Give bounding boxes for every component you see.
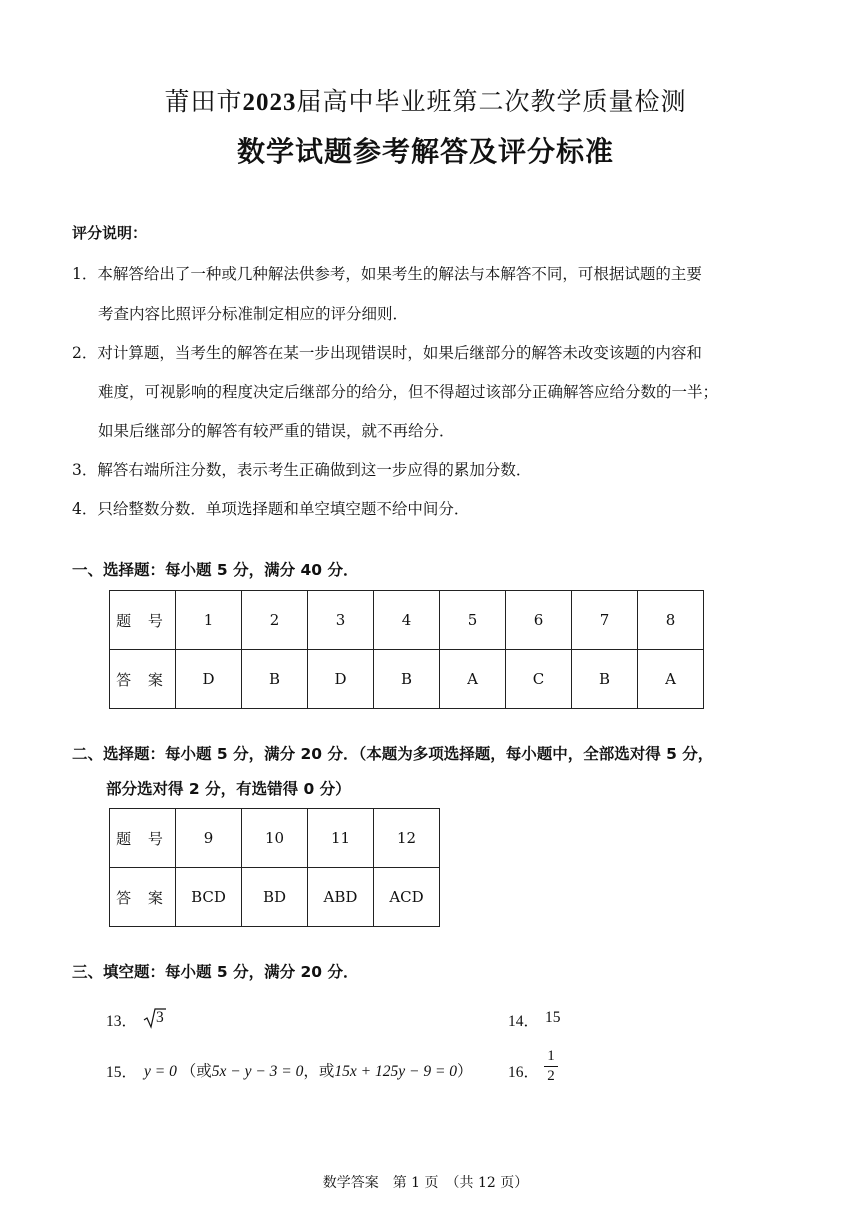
note-item-3: 3．解答右端所注分数，表示考生正确做到这一步应得的累加分数．: [72, 461, 532, 479]
section1-answer-table: [109, 590, 704, 709]
fraction-bar: [544, 1066, 558, 1067]
answer-cell: B: [572, 650, 638, 709]
q14-label: 14．: [508, 1013, 540, 1030]
table-header-cell: 题 号: [110, 809, 176, 868]
answer-cell: B: [242, 650, 308, 709]
note-item-1-cont: 考查内容比照评分标准制定相应的评分细则．: [98, 305, 409, 323]
question-number-cell: 4: [374, 591, 440, 650]
question-number-cell: 11: [308, 809, 374, 868]
answer-cell: B: [374, 650, 440, 709]
answer-cell: ACD: [374, 868, 440, 927]
note-item-2-cont: 难度，可视影响的程度决定后继部分的给分，但不得超过该部分正确解答应给分数的一半；: [98, 383, 719, 401]
q16-numerator: 1: [547, 1048, 555, 1064]
note-item-4: 4．只给整数分数．单项选择题和单空填空题不给中间分．: [72, 500, 470, 518]
q15-alt-close: ）: [457, 1063, 473, 1080]
answer-cell: A: [440, 650, 506, 709]
q14-answer: 15: [545, 1009, 561, 1026]
q16-label: 16．: [508, 1064, 540, 1081]
answer-cell: A: [638, 650, 704, 709]
table-row: [110, 650, 704, 709]
q15-alt-sep: ，或: [303, 1063, 335, 1080]
exam-title: [0, 82, 851, 118]
q16-denominator: 2: [547, 1068, 555, 1084]
question-number-cell: 12: [374, 809, 440, 868]
answer-cell: BCD: [176, 868, 242, 927]
section2-heading: 二、选择题：每小题 5 分，满分 20 分．（本题为多项选择题，每小题中，全部选对得 5 分，: [72, 745, 714, 763]
table-row: [110, 868, 440, 927]
q13-radicand: 3: [156, 1009, 164, 1026]
answer-cell: D: [176, 650, 242, 709]
question-number-cell: 3: [308, 591, 374, 650]
question-number-cell: 5: [440, 591, 506, 650]
q15-alt-open: （或: [180, 1063, 212, 1080]
note-item-2-cont2: 如果后继部分的解答有较严重的错误，就不再给分．: [98, 422, 455, 440]
title-prefix: 莆田市: [164, 87, 243, 116]
question-number-cell: 7: [572, 591, 638, 650]
section2-heading-cont: 部分选对得 2 分，有选错得 0 分）: [106, 780, 351, 798]
answer-cell: D: [308, 650, 374, 709]
answer-cell: BD: [242, 868, 308, 927]
note-item-2: 2．对计算题，当考生的解答在某一步出现错误时，如果后继部分的解答未改变该题的内容和: [72, 344, 702, 362]
q15-main-equation: y = 0: [144, 1063, 177, 1080]
section2-answer-table: [109, 808, 440, 927]
title-year: 2023: [242, 89, 297, 116]
title-suffix: 届高中毕业班第二次教学质量检测: [296, 87, 687, 116]
notes-heading: 评分说明：: [72, 224, 148, 242]
table-header-cell: 答 案: [110, 650, 176, 709]
note-item-1: 1．本解答给出了一种或几种解法供参考，如果考生的解法与本解答不同，可根据试题的主要: [72, 265, 702, 283]
q15-answer: [144, 1059, 473, 1081]
page-footer: 数学答案 第 1 页 （共 12 页）: [322, 1175, 529, 1191]
q13-label: 13．: [106, 1013, 138, 1030]
answer-cell: ABD: [308, 868, 374, 927]
table-row: [110, 809, 440, 868]
q15-alt2-equation: 15x + 125y − 9 = 0: [334, 1063, 458, 1080]
q15-label: 15．: [106, 1064, 138, 1081]
question-number-cell: 8: [638, 591, 704, 650]
answer-cell: C: [506, 650, 572, 709]
section1-heading: 一、选择题：每小题 5 分，满分 40 分．: [72, 561, 359, 579]
q16-answer-fraction: [544, 1048, 558, 1085]
question-number-cell: 1: [176, 591, 242, 650]
section3-heading: 三、填空题：每小题 5 分，满分 20 分．: [72, 963, 359, 981]
table-row: [110, 591, 704, 650]
question-number-cell: 9: [176, 809, 242, 868]
table-header-cell: 答 案: [110, 868, 176, 927]
table-header-cell: 题 号: [110, 591, 176, 650]
question-number-cell: 2: [242, 591, 308, 650]
question-number-cell: 6: [506, 591, 572, 650]
question-number-cell: 10: [242, 809, 308, 868]
q15-alt1-equation: 5x − y − 3 = 0: [211, 1063, 304, 1080]
document-subtitle: 数学试题参考解答及评分标准: [236, 135, 614, 168]
